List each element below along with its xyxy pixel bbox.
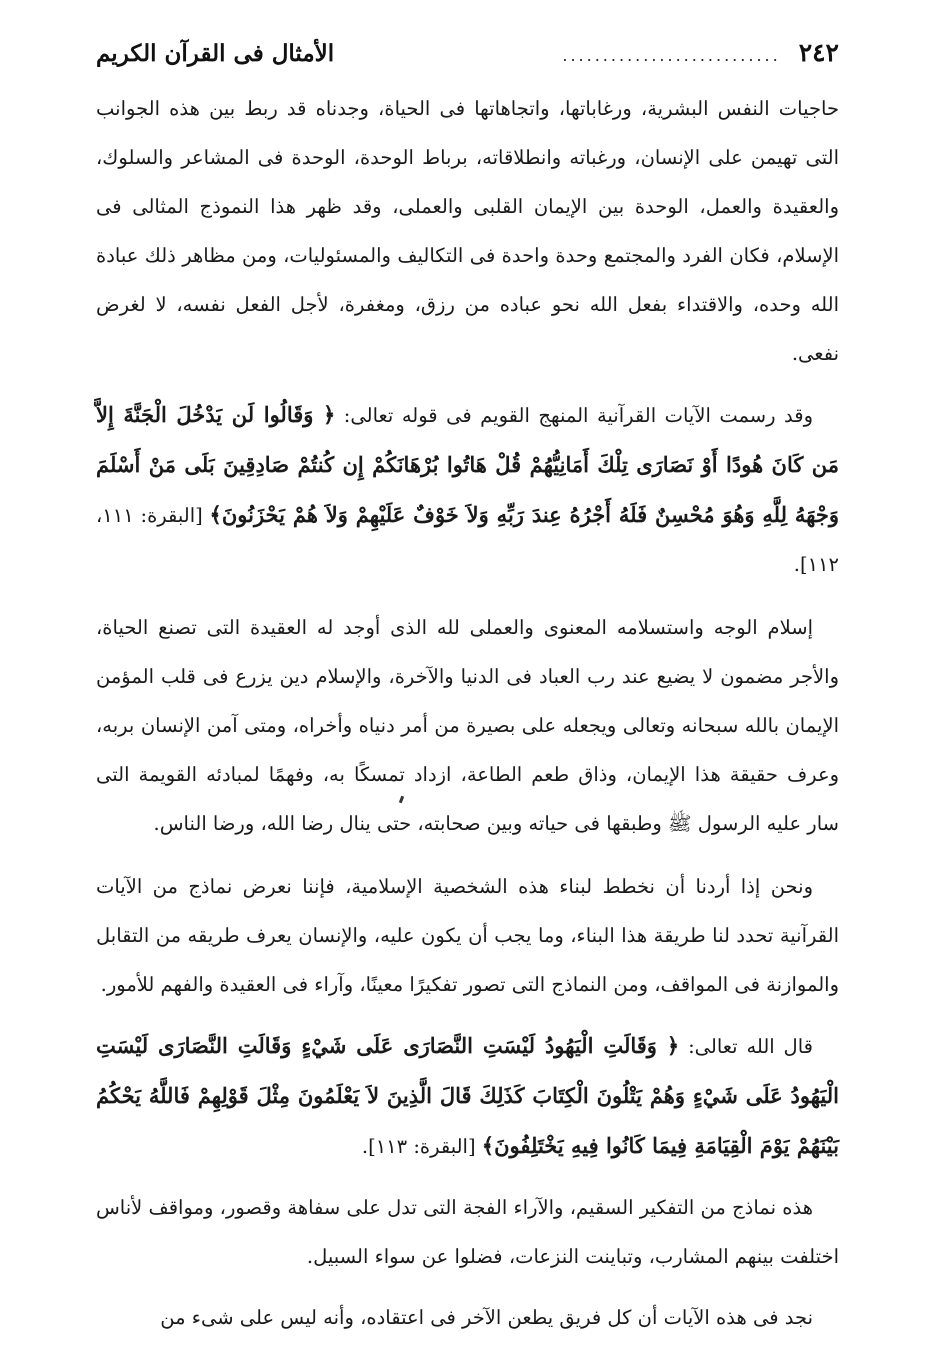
paragraph-6: هذه نماذج من التفكير السقيم، والآراء الفجة التى تدل على سفاهة وقصور، ومواقف لأناس اختلفت بينهم المشارب، وتباينت النزعات، فضلوا عن سواء السبيل. <box>96 1196 839 1268</box>
header-leader-dots: ........................... <box>562 46 781 65</box>
paragraph-1: حاجيات النفس البشرية، ورغاباتها، واتجاهاتها فى الحياة، وجدناه قد ربط بين هذه الجوانب التى تهيمن على الإنسان، ورغباته وانطلاقاته، برباط الوحدة، الوحدة فى المشاعر والسلوك، والعقيدة والعمل، الوحدة بين الإيمان القلبى والعملى، وقد ظهر هذا النموذج المثالى فى الإسلام، فكان الفرد والمجتمع وحدة واحدة فى التكاليف والمسئوليات، ومن مظاهر ذلك عبادة الله وحده، والاقتداء بفعل الله نحو عباده من رزق، ومغفرة، لأجل الفعل نفسه، لا لغرض نفعى. <box>96 97 839 365</box>
quran-verse-2: ﴿ وَقَالَتِ الْيَهُودُ لَيْسَتِ النَّصَارَى عَلَى شَيْءٍ وَقَالَتِ النَّصَارَى لَيْسَتِ الْيَهُودُ عَلَى شَيْءٍ وَهُمْ يَتْلُونَ الْكِتَابَ كَذَلِكَ قَالَ الَّذِينَ لاَ يَعْلَمُونَ مِثْلَ قَوْلِهِمْ فَاللَّهُ يَحْكُمُ بَيْنَهُمْ يَوْمَ الْقِيَامَةِ فِيمَا كَانُوا فِيهِ يَخْتَلِفُونَ﴾ <box>96 1033 839 1158</box>
verse-intro-1: وقد رسمت الآيات القرآنية المنهج القويم فى قوله تعالى: <box>335 404 813 427</box>
paragraph-4: ونحن إذا أردنا أن نخطط لبناء هذه الشخصية الإسلامية، فإننا نعرض نماذج من الآيات القرآنية تحدد لنا طريقة هذا البناء، وما يجب أن يكون عليه، والإنسان يعرف طريقه من التقابل والموازنة فى المواقف، ومن النماذج التى تصور تفكيرًا معينًا، وآراء فى العقيدة والفهم للأمور. <box>96 875 839 996</box>
paragraph-5-verse <box>96 1021 839 1171</box>
book-title: الأمثال فى القرآن الكريم <box>96 40 335 67</box>
running-header <box>96 38 839 84</box>
page-number: ٢٤٢ <box>798 38 839 67</box>
paragraph-2-verse <box>96 390 839 589</box>
verse-intro-2: قال الله تعالى: <box>679 1035 813 1058</box>
paragraph-3: إسلام الوجه واستسلامه المعنوى والعملى لله الذى أوجد له العقيدة التى تصنع الحياة، والأجر مضمون لا يضيع عند رب العباد فى الدنيا والآخرة، والإسلام دين يزرع فى قلب المؤمن الإيمان بالله سبحانه وتعالى ويجعله على بصيرة من أمر دنياه وأخراه، ومتى آمن الإنسان بربه، وعرف حقيقة هذا الإيمان، وذاق طعم الطاعة، ازداد تمسكًا به، وفهمًا لمبادئه القويمة التى سار عليه الرسول ﷺ وطبقها فى حياته وبين صحابته، حتى ينال رضا الله، ورضا الناس. <box>96 616 839 835</box>
verse-reference-1: [البقرة: ١١١، ١١٢]. <box>96 504 839 576</box>
quran-verse-1: ﴿ وَقَالُوا لَن يَدْخُلَ الْجَنَّةَ إِلاَّ مَن كَانَ هُودًا أَوْ نَصَارَى تِلْكَ أَمَانِيُّهُمْ قُلْ هَاتُوا بُرْهَانَكُمْ إِن كُنتُمْ صَادِقِينَ بَلَى مَنْ أَسْلَمَ وَجْهَهُ لِلَّهِ وَهُوَ مُحْسِنٌ فَلَهُ أَجْرُهُ عِندَ رَبِّهِ وَلاَ خَوْفٌ عَلَيْهِمْ وَلاَ هُمْ يَحْزَنُونَ﴾ <box>96 402 839 527</box>
verse-reference-2: [البقرة: ١١٣]. <box>361 1135 482 1158</box>
paragraph-7: نجد فى هذه الآيات أن كل فريق يطعن الآخر فى اعتقاده، وأنه ليس على شىء من <box>160 1306 813 1329</box>
